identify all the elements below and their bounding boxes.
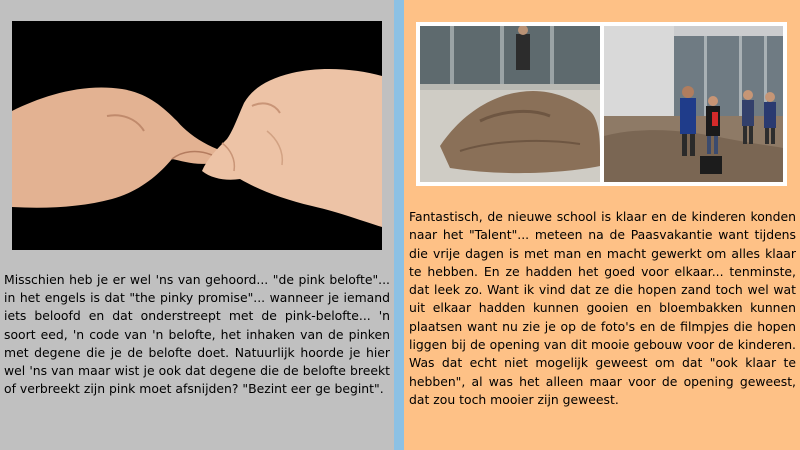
panel-divider bbox=[394, 0, 404, 450]
pinky-promise-text: Misschien heb je er wel 'ns van gehoord... "de pink belofte"... in het engels is dat "the pinky promise"... wanneer je iemand iets beloofd en dat onderstreept met de pink-belofte... 'n soort eed, 'n code van 'n belofte, het inhaken van de pinken met degene die je de belofte doet. Natuurlijk hoorde je hier wel 'ns van maar wist je ook dat degene die de belofte breekt of verbreekt zijn pink moet afsnijden? "Bezint eer ge begint". bbox=[4, 272, 390, 397]
school-opening-text: Fantastisch, de nieuwe school is klaar en de kinderen konden naar het "Talent"... meteen na de Paasvakantie want tijdens die vrije dagen is met man en macht gewerkt om alles klaar te hebben. En ze hadden het goed voor elkaar... tenminste, dat leek zo. Want ik vind dat ze die hopen zand toch wel wat uit elkaar hadden kunnen gooien en bloembakken kunnen plaatsen want nu zie je op de foto's en de filmpjes die hopen liggen bij de opening van dit mooie gebouw voor de kinderen. Was dat echt niet mogelijk geweest om dat "ook klaar te hebben", al was het alleen maar voor de opening geweest, dat zou toch mooier zijn geweest. bbox=[409, 209, 796, 407]
children-walking-photo bbox=[604, 26, 783, 182]
sand-pile-photo bbox=[420, 26, 600, 182]
pinky-promise-photo bbox=[12, 21, 382, 250]
